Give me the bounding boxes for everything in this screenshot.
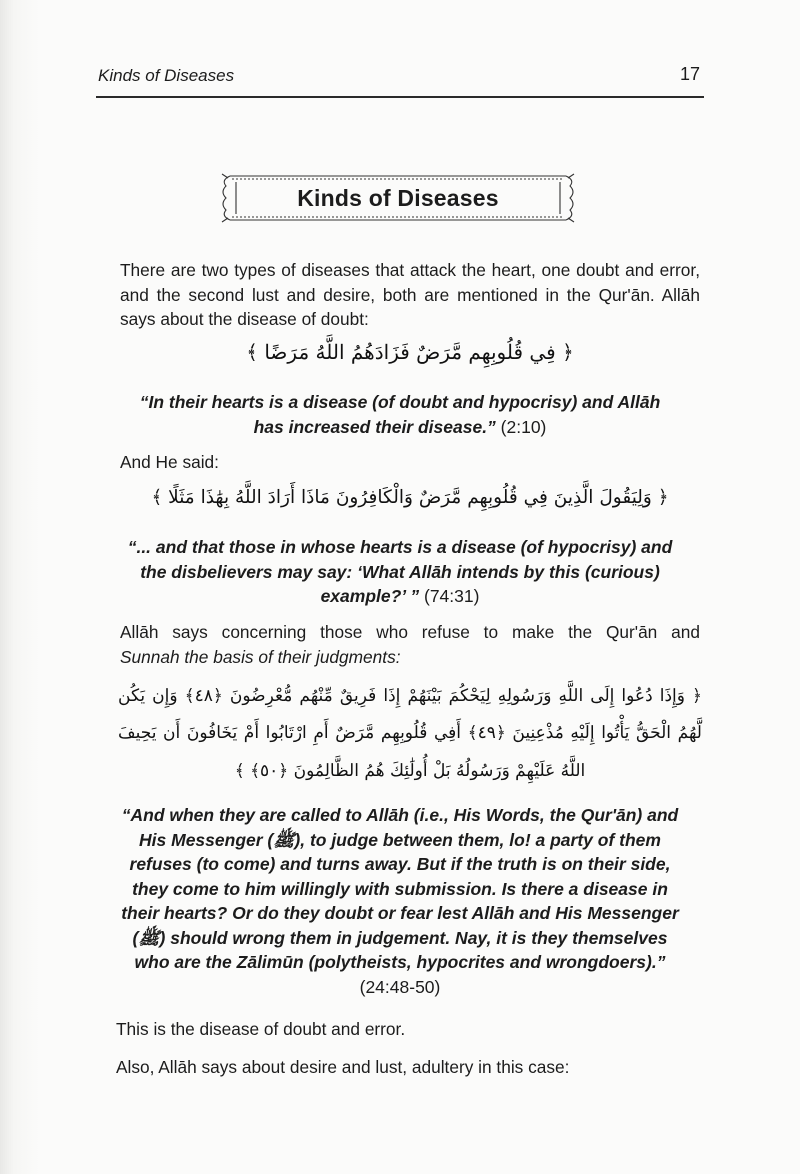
arabic-verse-2: ﴿ وَلِيَقُولَ الَّذِينَ فِي قُلُوبِهِم مَّرَضٌ وَالْكَافِرُونَ مَاذَا أَرَادَ اللَّهُ بِهَٰذَا مَثَلًا ﴾: [151, 487, 669, 508]
page-number: 17: [679, 64, 700, 84]
running-title: Kinds of Diseases: [98, 66, 235, 85]
arabic-verse-3-line-1: ﴿ وَإِذَا دُعُوا إِلَى اللَّهِ وَرَسُولِهِ لِيَحْكُمَ بَيْنَهُمْ إِذَا فَرِيقٌ مِّنْهُم مُّعْرِضُونَ ﴿٤٨﴾ وَإِن يَكُن: [118, 686, 702, 706]
intro-paragraph: There are two types of diseases that attack the heart, one doubt and error, and the second lust and desire, both are mentioned in the Qur'ān. Allāh says about the disease of doubt:: [120, 260, 700, 329]
doubt-paragraph: This is the disease of doubt and error.: [116, 1019, 406, 1039]
concerning-paragraph-line-2: Sunnah the basis of their judgments:: [120, 647, 401, 667]
translation-quote-3: [120, 803, 680, 999]
desire-paragraph: Also, Allāh says about desire and lust, adultery in this case:: [116, 1057, 570, 1077]
arabic-verse-3-line-2: لَّهُمُ الْحَقُّ يَأْتُوا إِلَيْهِ مُذْعِنِينَ ﴿٤٩﴾ أَفِي قُلُوبِهِم مَّرَضٌ أَمِ ارْتَابُوا أَمْ يَخَافُونَ أَن يَحِيفَ: [118, 723, 702, 743]
chapter-title-frame: [218, 172, 578, 224]
translation-quote-1: [126, 390, 674, 439]
arabic-verse-1: ﴿ فِي قُلُوبِهِم مَّرَضٌ فَزَادَهُمُ اللَّهُ مَرَضًا ﴾: [246, 340, 574, 364]
running-header: [96, 60, 704, 98]
arabic-verse-3-line-3: اللَّهُ عَلَيْهِمْ وَرَسُولُهُ بَلْ أُولَٰئِكَ هُمُ الظَّالِمُونَ ﴿٥٠﴾ ﴾: [234, 761, 586, 781]
verse-reference: (2:10): [495, 416, 547, 437]
chapter-heading: Kinds of Diseases: [297, 185, 499, 211]
translation-quote-2: [126, 535, 674, 609]
quote-text: “And when they are called to Allāh (i.e., His Words, the Qur'ān) and His Messenger (ﷺ), to judge between them, lo! a party of them refuses (to come) and turns away. But if the truth is on their side, they come to him willingly with submission. Is there a disease in their hearts? Or do they doubt or fear lest Allāh and His Messenger (ﷺ) should wrong them in judgement. Nay, it is they themselves who are the Zālimūn (polytheists, hypocrites and wrongdoers).”: [121, 805, 679, 972]
quote-text: “... and that those in whose hearts is a disease (of hypocrisy) and the disbelievers may say: ‘What Allāh intends by this (curious) example?’ ”: [127, 537, 673, 606]
concerning-paragraph-line-1: Allāh says concerning those who refuse to make the Qur'ān and: [120, 622, 700, 642]
verse-reference: (24:48-50): [359, 976, 441, 997]
quote-text: “In their hearts is a disease (of doubt and hypocrisy) and Allāh has increased their disease.”: [139, 392, 661, 437]
verse-reference: (74:31): [419, 586, 480, 606]
said-paragraph: And He said:: [120, 452, 219, 472]
